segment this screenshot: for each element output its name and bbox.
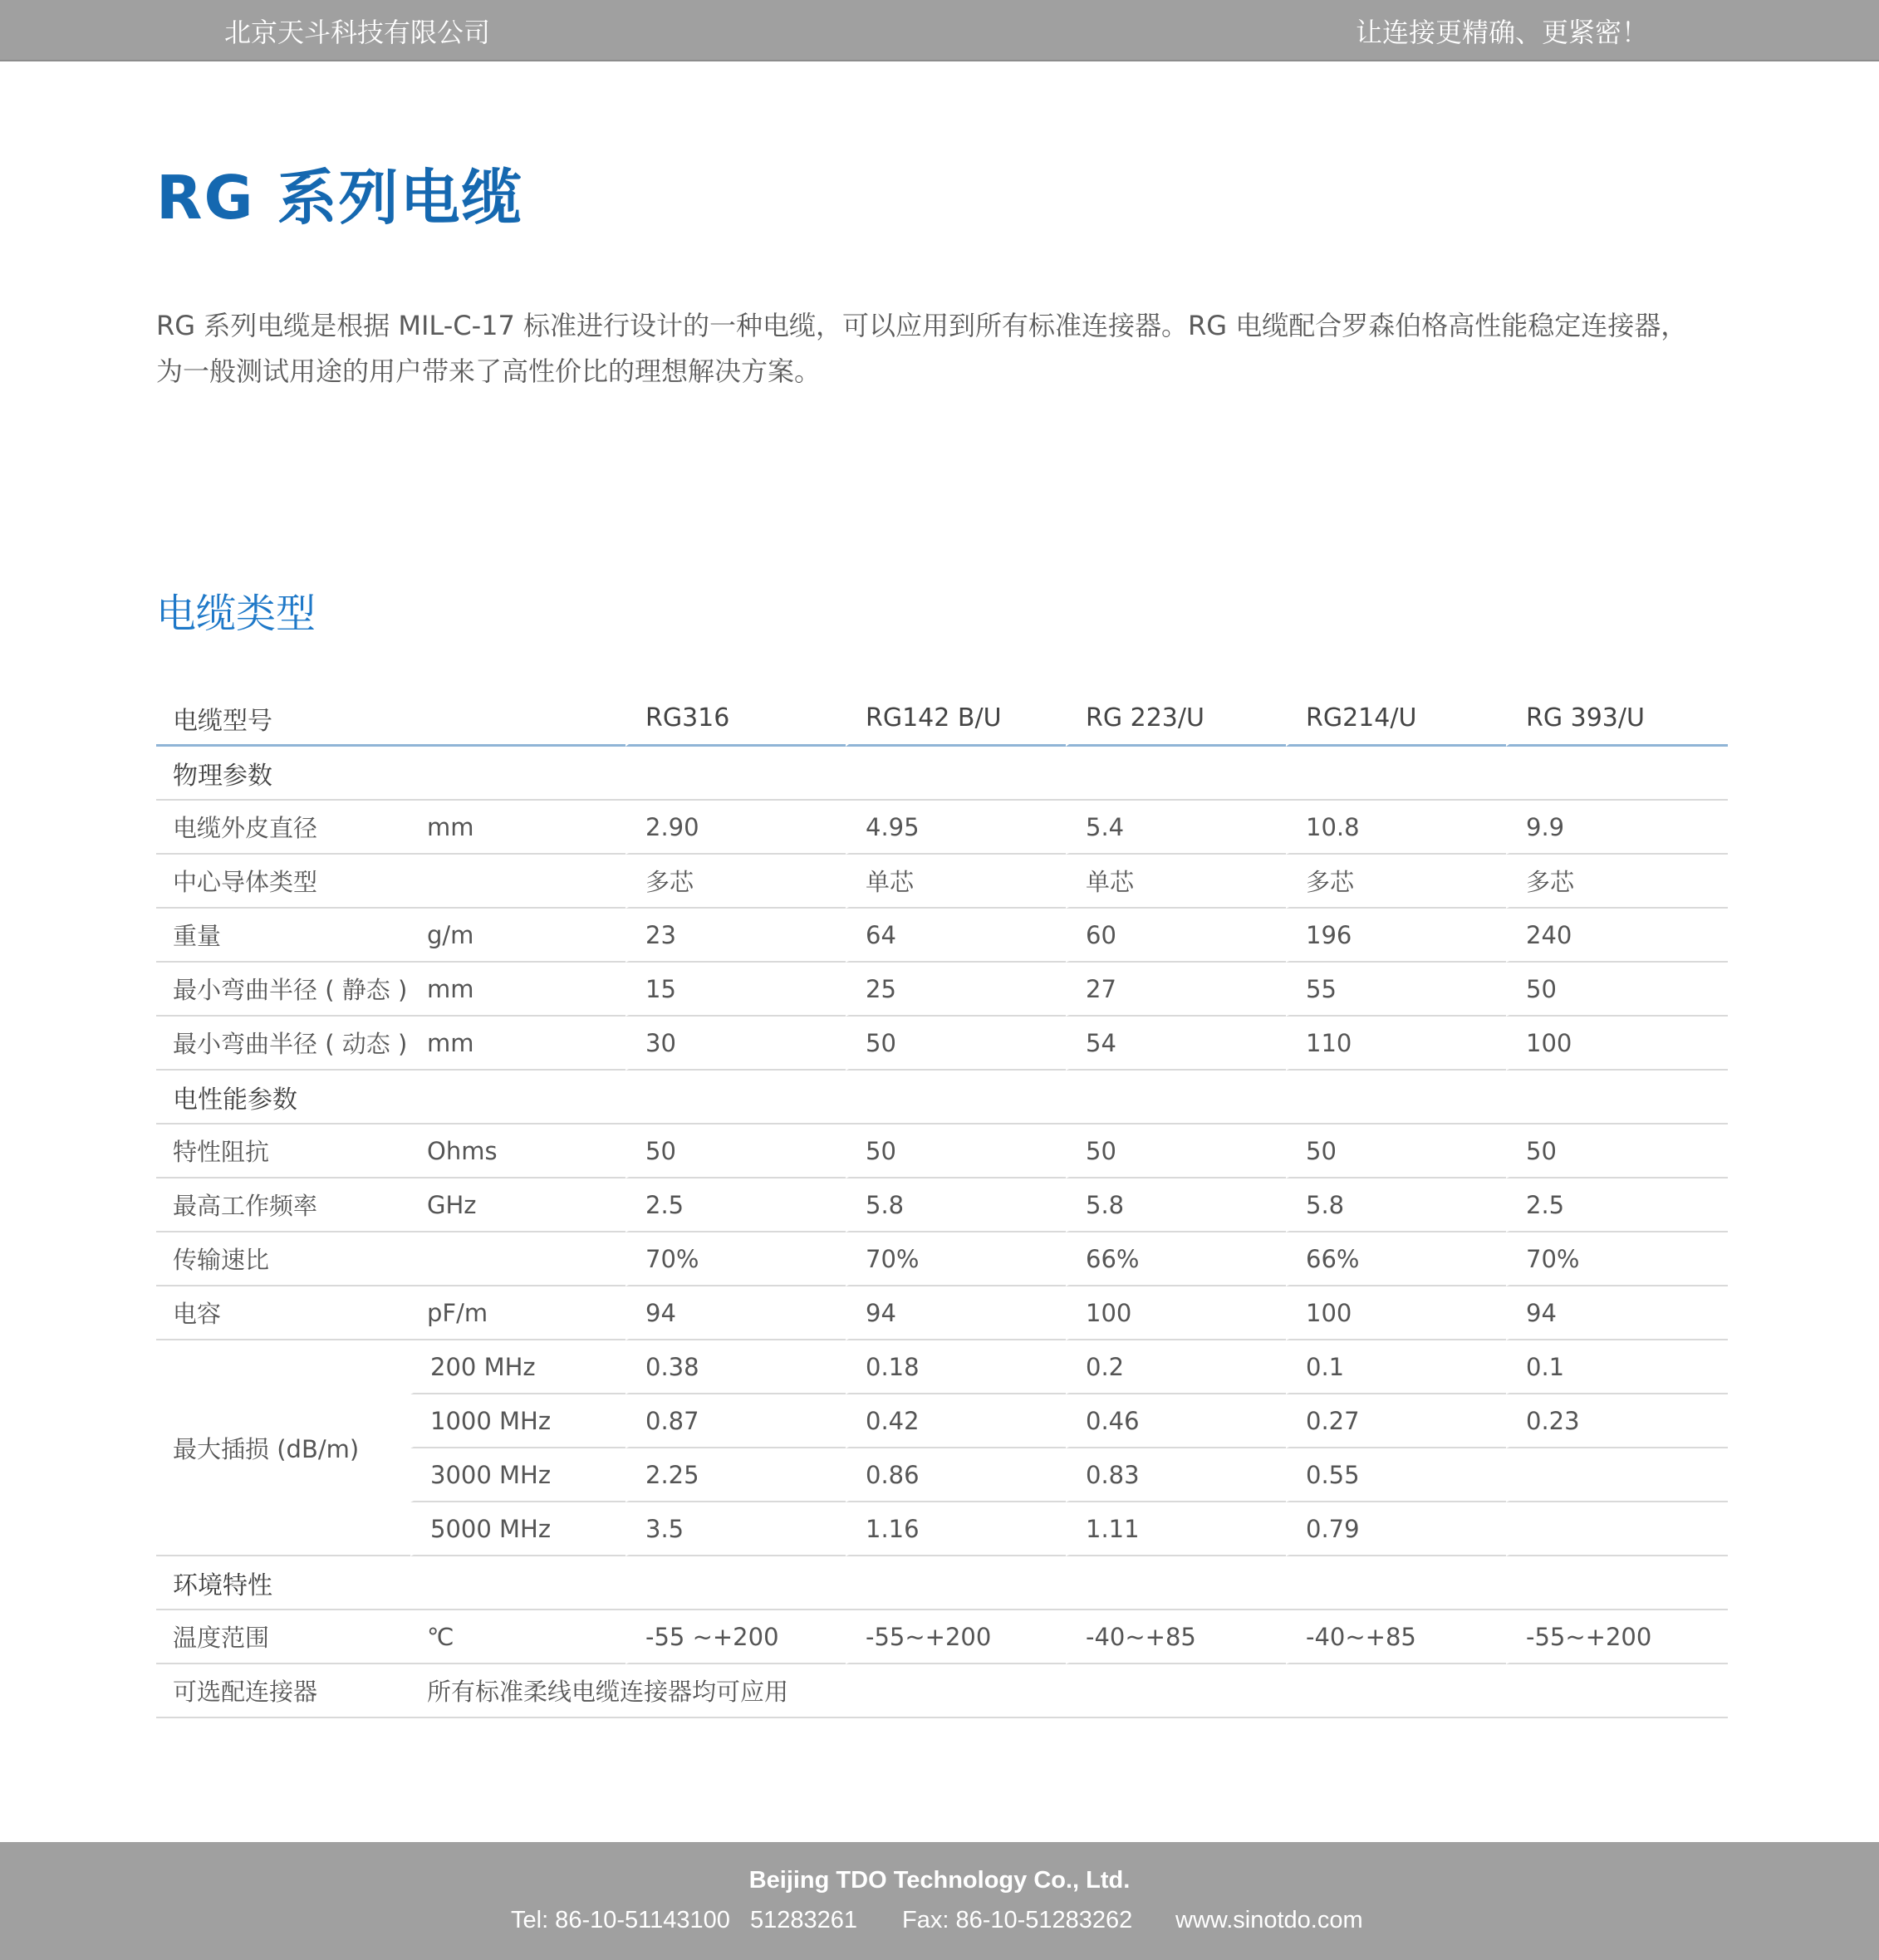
section-environment <box>156 1556 1728 1610</box>
param-value: 多芯 <box>1506 855 1728 909</box>
param-value: 4.95 <box>846 801 1066 855</box>
param-value: -55~+200 <box>846 1610 1066 1664</box>
param-value: 66% <box>1286 1232 1506 1286</box>
intro-line-1: RG 系列电缆是根据 MIL-C-17 标准进行设计的一种电缆，可以应用到所有标准连接器。RG 电缆配合罗森伯格高性能稳定连接器， <box>156 310 1688 341</box>
footer-tel: Tel: 86-10-51143100 <box>511 1907 730 1933</box>
header-slogan: 让连接更精确、更紧密！ <box>1355 17 1648 48</box>
param-unit: mm <box>410 1017 626 1071</box>
electrical-row <box>156 1178 1728 1232</box>
param-value: 94 <box>1506 1286 1728 1340</box>
insertion-loss-value: 2.25 <box>626 1448 846 1502</box>
intro-line-2: 为一般测试用途的用户带来了高性价比的理想解决方案。 <box>156 355 822 387</box>
header-model-3: RG 223/U <box>1066 692 1286 747</box>
param-value: 60 <box>1066 909 1286 963</box>
insertion-loss-value: 0.79 <box>1286 1502 1506 1556</box>
insertion-loss-value: 0.2 <box>1066 1340 1286 1394</box>
param-value: 5.4 <box>1066 801 1286 855</box>
param-name: 最高工作频率 <box>156 1178 410 1232</box>
intro-paragraph <box>156 303 1734 394</box>
insertion-loss-value: 0.1 <box>1286 1340 1506 1394</box>
param-value: 100 <box>1286 1286 1506 1340</box>
param-unit <box>410 1232 626 1286</box>
param-value: 50 <box>626 1125 846 1178</box>
header-cable-model: 电缆型号 <box>156 692 410 747</box>
param-value: -55~+200 <box>1506 1610 1728 1664</box>
param-value: 70% <box>626 1232 846 1286</box>
param-value: 15 <box>626 963 846 1017</box>
param-value: 50 <box>1286 1125 1506 1178</box>
param-value: 单芯 <box>1066 855 1286 909</box>
footer-fax: Fax: 86-10-51283262 <box>902 1907 1133 1933</box>
header-model-1: RG316 <box>626 692 846 747</box>
cable-spec-table <box>156 692 1728 1718</box>
param-name: 特性阻抗 <box>156 1125 410 1178</box>
electrical-row <box>156 1125 1728 1178</box>
param-value: 23 <box>626 909 846 963</box>
frequency-label: 1000 MHz <box>410 1394 626 1448</box>
insertion-loss-value: 0.1 <box>1506 1340 1728 1394</box>
param-value: 10.8 <box>1286 801 1506 855</box>
param-name: 传输速比 <box>156 1232 410 1286</box>
header-model-4: RG214/U <box>1286 692 1506 747</box>
param-value: 196 <box>1286 909 1506 963</box>
param-value: 50 <box>1506 963 1728 1017</box>
param-unit: ℃ <box>410 1610 626 1664</box>
param-name: 最小弯曲半径 ( 静态 ) <box>156 963 410 1017</box>
param-value: 94 <box>626 1286 846 1340</box>
header-model-5: RG 393/U <box>1506 692 1728 747</box>
frequency-label: 3000 MHz <box>410 1448 626 1502</box>
param-value: 50 <box>1506 1125 1728 1178</box>
physical-row <box>156 801 1728 855</box>
param-value: -55 ~+200 <box>626 1610 846 1664</box>
param-value: 2.90 <box>626 801 846 855</box>
section-physical <box>156 747 1728 801</box>
insertion-loss-value <box>1506 1502 1728 1556</box>
param-value: 70% <box>846 1232 1066 1286</box>
electrical-row <box>156 1232 1728 1286</box>
insertion-loss-value: 0.18 <box>846 1340 1066 1394</box>
physical-row <box>156 909 1728 963</box>
connector-row <box>156 1664 1728 1718</box>
table-header-row <box>156 692 1728 747</box>
insertion-loss-value: 0.83 <box>1066 1448 1286 1502</box>
param-value: 55 <box>1286 963 1506 1017</box>
param-unit: mm <box>410 801 626 855</box>
param-unit <box>410 855 626 909</box>
param-name: 温度范围 <box>156 1610 410 1664</box>
header-company-name: 北京天斗科技有限公司 <box>224 17 491 48</box>
param-value: -40~+85 <box>1066 1610 1286 1664</box>
param-value: 64 <box>846 909 1066 963</box>
param-value: 25 <box>846 963 1066 1017</box>
insertion-loss-value: 0.27 <box>1286 1394 1506 1448</box>
param-value: 5.8 <box>846 1178 1066 1232</box>
insertion-loss-value: 0.23 <box>1506 1394 1728 1448</box>
insertion-loss-row <box>156 1340 1728 1394</box>
param-unit: Ohms <box>410 1125 626 1178</box>
param-value: 50 <box>846 1125 1066 1178</box>
param-name: 中心导体类型 <box>156 855 410 909</box>
section-title-cable-types: 电缆类型 <box>156 590 316 637</box>
param-name: 可选配连接器 <box>156 1664 410 1718</box>
param-name: 最小弯曲半径 ( 动态 ) <box>156 1017 410 1071</box>
insertion-loss-value: 0.42 <box>846 1394 1066 1448</box>
param-unit: g/m <box>410 909 626 963</box>
section-electrical-label: 电性能参数 <box>156 1071 1728 1125</box>
param-value: 30 <box>626 1017 846 1071</box>
param-value: 100 <box>1066 1286 1286 1340</box>
insertion-loss-value <box>1506 1448 1728 1502</box>
insertion-loss-value: 3.5 <box>626 1502 846 1556</box>
param-value: 27 <box>1066 963 1286 1017</box>
footer-bar <box>0 1842 1879 1960</box>
footer-tel-2: 51283261 <box>750 1907 858 1933</box>
param-value: 2.5 <box>626 1178 846 1232</box>
footer-company-name: Beijing TDO Technology Co., Ltd. <box>748 1867 1131 1894</box>
param-value: 66% <box>1066 1232 1286 1286</box>
param-value: 9.9 <box>1506 801 1728 855</box>
param-value: 多芯 <box>1286 855 1506 909</box>
physical-row <box>156 855 1728 909</box>
insertion-loss-value: 1.11 <box>1066 1502 1286 1556</box>
insertion-loss-value: 0.87 <box>626 1394 846 1448</box>
header-unit <box>410 692 626 747</box>
param-value: 5.8 <box>1286 1178 1506 1232</box>
param-value: -40~+85 <box>1286 1610 1506 1664</box>
param-value: 110 <box>1286 1017 1506 1071</box>
section-physical-label: 物理参数 <box>156 747 1728 801</box>
param-value: 5.8 <box>1066 1178 1286 1232</box>
electrical-row <box>156 1286 1728 1340</box>
section-electrical <box>156 1071 1728 1125</box>
header-model-2: RG142 B/U <box>846 692 1066 747</box>
param-value: 50 <box>846 1017 1066 1071</box>
param-unit: GHz <box>410 1178 626 1232</box>
top-header-bar <box>0 0 1879 61</box>
insertion-loss-value: 0.46 <box>1066 1394 1286 1448</box>
param-value: 2.5 <box>1506 1178 1728 1232</box>
connector-value: 所有标准柔线电缆连接器均可应用 <box>410 1664 1728 1718</box>
param-name: 电容 <box>156 1286 410 1340</box>
param-value: 240 <box>1506 909 1728 963</box>
param-name: 重量 <box>156 909 410 963</box>
section-environment-label: 环境特性 <box>156 1556 1728 1610</box>
insertion-loss-value: 1.16 <box>846 1502 1066 1556</box>
footer-website: www.sinotdo.com <box>1175 1907 1363 1933</box>
temperature-row <box>156 1610 1728 1664</box>
insertion-loss-value: 0.86 <box>846 1448 1066 1502</box>
param-value: 单芯 <box>846 855 1066 909</box>
param-unit: mm <box>410 963 626 1017</box>
physical-row <box>156 1017 1728 1071</box>
physical-row <box>156 963 1728 1017</box>
param-value: 54 <box>1066 1017 1286 1071</box>
param-value: 70% <box>1506 1232 1728 1286</box>
frequency-label: 200 MHz <box>410 1340 626 1394</box>
frequency-label: 5000 MHz <box>410 1502 626 1556</box>
insertion-loss-value: 0.38 <box>626 1340 846 1394</box>
insertion-loss-label: 最大插损 (dB/m) <box>156 1340 410 1556</box>
param-value: 94 <box>846 1286 1066 1340</box>
param-value: 多芯 <box>626 855 846 909</box>
insertion-loss-value: 0.55 <box>1286 1448 1506 1502</box>
param-unit: pF/m <box>410 1286 626 1340</box>
page-title: RG 系列电缆 <box>156 163 523 233</box>
param-value: 100 <box>1506 1017 1728 1071</box>
param-value: 50 <box>1066 1125 1286 1178</box>
param-name: 电缆外皮直径 <box>156 801 410 855</box>
